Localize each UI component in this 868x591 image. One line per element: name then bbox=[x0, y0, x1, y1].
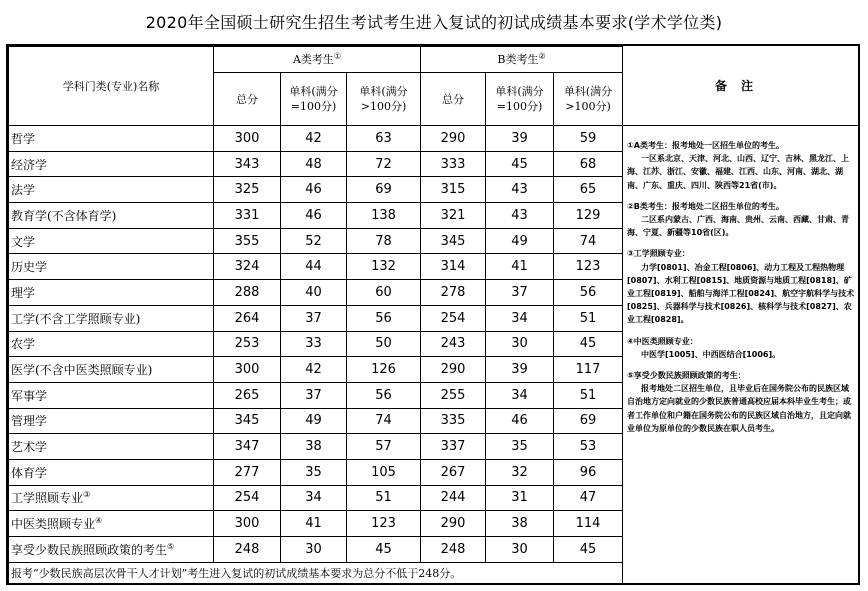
cell-b-single-gt100: 123 bbox=[554, 254, 623, 280]
cell-b-single-100: 39 bbox=[486, 126, 554, 152]
discipline-name bbox=[9, 203, 214, 229]
note-item bbox=[627, 247, 855, 326]
cell-a-total: 253 bbox=[214, 331, 281, 357]
table-row bbox=[9, 511, 623, 537]
table-row bbox=[9, 228, 623, 254]
note-title: ②B类考生：报考地处二区招生单位的考生。 bbox=[627, 201, 784, 211]
cell-a-total: 345 bbox=[214, 408, 281, 434]
cell-b-single-gt100: 47 bbox=[554, 485, 623, 511]
cell-b-single-100: 45 bbox=[486, 151, 554, 177]
cell-a-total: 300 bbox=[214, 126, 281, 152]
discipline-label: 农学 bbox=[11, 337, 36, 352]
cell-b-total: 314 bbox=[421, 254, 486, 280]
note-title: ③工学照顾专业： bbox=[627, 249, 690, 259]
table-row bbox=[9, 280, 623, 306]
cell-a-single-gt100: 63 bbox=[347, 126, 421, 152]
discipline-name bbox=[9, 408, 214, 434]
note-body: 中医学[1005]、中西医结合[1006]。 bbox=[641, 349, 781, 359]
discipline-name bbox=[9, 459, 214, 485]
note-item bbox=[627, 335, 855, 361]
cell-a-single-100: 52 bbox=[281, 228, 347, 254]
table-row bbox=[9, 485, 623, 511]
cell-b-single-gt100: 129 bbox=[554, 203, 623, 229]
cell-b-single-100: 38 bbox=[486, 511, 554, 537]
cell-b-single-100: 41 bbox=[486, 254, 554, 280]
cell-b-total: 337 bbox=[421, 434, 486, 460]
cell-b-total: 267 bbox=[421, 459, 486, 485]
discipline-label: 理学 bbox=[11, 285, 36, 300]
table-row bbox=[9, 537, 623, 563]
cell-a-total: 277 bbox=[214, 459, 281, 485]
score-table bbox=[8, 46, 623, 585]
cell-a-single-gt100: 132 bbox=[347, 254, 421, 280]
cell-a-single-100: 38 bbox=[281, 434, 347, 460]
cell-b-single-100: 43 bbox=[486, 177, 554, 203]
cell-b-single-gt100: 65 bbox=[554, 177, 623, 203]
cell-a-single-gt100: 74 bbox=[347, 408, 421, 434]
discipline-label: 哲学 bbox=[11, 131, 36, 146]
cell-a-single-100: 48 bbox=[281, 151, 347, 177]
cell-a-single-gt100: 138 bbox=[347, 203, 421, 229]
discipline-name bbox=[9, 177, 214, 203]
group-a-mark: ① bbox=[333, 51, 342, 61]
header-group-a bbox=[214, 47, 421, 73]
note-body: 力学[0801]、冶金工程[0806]、动力工程及工程热物理[0807]、水利工程[0815]、地质资源与地质工程[0818]、矿业工程[0819]、船舶与海洋工程[0824]、航空宇航科学与技术[0825]、兵器科学与技术[0826]、核科学与技术[0827]、农业工程[0828]。 bbox=[627, 262, 855, 325]
cell-b-single-100: 30 bbox=[486, 331, 554, 357]
cell-a-single-100: 40 bbox=[281, 280, 347, 306]
discipline-name bbox=[9, 537, 214, 563]
table-row bbox=[9, 382, 623, 408]
score-table-frame bbox=[6, 44, 860, 585]
cell-a-single-100: 30 bbox=[281, 537, 347, 563]
cell-b-single-100: 49 bbox=[486, 228, 554, 254]
cell-a-single-100: 41 bbox=[281, 511, 347, 537]
header-b-total: 总分 bbox=[421, 73, 486, 126]
footnote-mark: ③ bbox=[83, 490, 91, 500]
cell-a-single-gt100: 45 bbox=[347, 537, 421, 563]
cell-a-single-gt100: 105 bbox=[347, 459, 421, 485]
cell-b-single-gt100: 56 bbox=[554, 280, 623, 306]
note-title: ①A类考生：报考地处一区招生单位的考生。 bbox=[627, 141, 784, 150]
cell-b-single-100: 37 bbox=[486, 280, 554, 306]
note-title: ⑤享受少数民族照顾政策的考生： bbox=[627, 371, 746, 381]
cell-a-single-100: 42 bbox=[281, 357, 347, 383]
cell-b-single-gt100: 45 bbox=[554, 331, 623, 357]
footnote-mark: ⑤ bbox=[167, 541, 175, 551]
notes-column bbox=[622, 125, 858, 583]
cell-b-single-gt100: 69 bbox=[554, 408, 623, 434]
discipline-name bbox=[9, 511, 214, 537]
discipline-label: 法学 bbox=[11, 183, 36, 198]
cell-b-single-100: 34 bbox=[486, 305, 554, 331]
cell-b-single-gt100: 74 bbox=[554, 228, 623, 254]
cell-a-single-100: 46 bbox=[281, 203, 347, 229]
notes-header: 备注 bbox=[622, 46, 859, 126]
note-item bbox=[627, 200, 855, 240]
footer-row bbox=[9, 562, 623, 584]
discipline-name bbox=[9, 485, 214, 511]
cell-a-total: 300 bbox=[214, 511, 281, 537]
cell-b-single-100: 46 bbox=[486, 408, 554, 434]
cell-a-total: 300 bbox=[214, 357, 281, 383]
note-body: 二区系内蒙古、广西、海南、贵州、云南、西藏、甘肃、青海、宁夏、新疆等10省(区)。 bbox=[627, 215, 849, 238]
cell-b-single-100: 30 bbox=[486, 537, 554, 563]
page-title: 2020年全国硕士研究生招生考试考生进入复试的初试成绩基本要求(学术学位类) bbox=[145, 13, 723, 32]
discipline-label: 享受少数民族照顾政策的考生 bbox=[11, 542, 168, 557]
cell-a-single-100: 37 bbox=[281, 382, 347, 408]
header-a-single-100: 单科(满分=100分) bbox=[281, 73, 347, 126]
cell-b-single-gt100: 114 bbox=[554, 511, 623, 537]
table-row bbox=[9, 459, 623, 485]
cell-b-total: 290 bbox=[421, 357, 486, 383]
discipline-name bbox=[9, 254, 214, 280]
cell-a-total: 265 bbox=[214, 382, 281, 408]
discipline-label: 文学 bbox=[11, 234, 36, 249]
group-a-label: A类考生 bbox=[292, 53, 334, 66]
cell-b-total: 290 bbox=[421, 126, 486, 152]
cell-a-single-gt100: 126 bbox=[347, 357, 421, 383]
cell-a-total: 288 bbox=[214, 280, 281, 306]
footnote-mark: ④ bbox=[95, 516, 103, 526]
discipline-name bbox=[9, 434, 214, 460]
discipline-label: 工学(不含工学照顾专业) bbox=[11, 311, 141, 326]
discipline-label: 工学照顾专业 bbox=[11, 491, 84, 506]
cell-a-single-gt100: 60 bbox=[347, 280, 421, 306]
cell-a-single-gt100: 56 bbox=[347, 382, 421, 408]
table-row bbox=[9, 408, 623, 434]
cell-a-single-gt100: 56 bbox=[347, 305, 421, 331]
header-a-single-gt100: 单科(满分>100分) bbox=[347, 73, 421, 126]
table-row bbox=[9, 357, 623, 383]
discipline-label: 医学(不含中医类照顾专业) bbox=[11, 363, 153, 378]
cell-b-total: 278 bbox=[421, 280, 486, 306]
cell-a-single-gt100: 69 bbox=[347, 177, 421, 203]
discipline-label: 军事学 bbox=[11, 388, 48, 403]
cell-a-total: 248 bbox=[214, 537, 281, 563]
discipline-name bbox=[9, 357, 214, 383]
cell-a-single-gt100: 50 bbox=[347, 331, 421, 357]
discipline-name bbox=[9, 151, 214, 177]
cell-b-total: 248 bbox=[421, 537, 486, 563]
note-item bbox=[627, 369, 855, 435]
table-row bbox=[9, 177, 623, 203]
cell-a-total: 324 bbox=[214, 254, 281, 280]
cell-b-total: 254 bbox=[421, 305, 486, 331]
cell-a-total: 254 bbox=[214, 485, 281, 511]
footer-note: 报考“少数民族高层次骨干人才计划”考生进入复试的初试成绩基本要求为总分不低于248分。 bbox=[9, 562, 623, 584]
header-a-total: 总分 bbox=[214, 73, 281, 126]
cell-a-single-100: 34 bbox=[281, 485, 347, 511]
discipline-name bbox=[9, 382, 214, 408]
table-row bbox=[9, 254, 623, 280]
discipline-name bbox=[9, 305, 214, 331]
cell-b-single-100: 35 bbox=[486, 434, 554, 460]
cell-b-single-gt100: 59 bbox=[554, 126, 623, 152]
cell-b-total: 244 bbox=[421, 485, 486, 511]
table-row bbox=[9, 434, 623, 460]
cell-b-single-100: 43 bbox=[486, 203, 554, 229]
header-group-b bbox=[421, 47, 623, 73]
cell-a-single-100: 35 bbox=[281, 459, 347, 485]
cell-b-total: 243 bbox=[421, 331, 486, 357]
cell-b-total: 315 bbox=[421, 177, 486, 203]
cell-a-total: 343 bbox=[214, 151, 281, 177]
header-b-single-gt100: 单科(满分>100分) bbox=[554, 73, 623, 126]
cell-b-single-100: 31 bbox=[486, 485, 554, 511]
cell-a-total: 264 bbox=[214, 305, 281, 331]
table-row bbox=[9, 126, 623, 152]
cell-a-total: 347 bbox=[214, 434, 281, 460]
discipline-name bbox=[9, 280, 214, 306]
table-row bbox=[9, 305, 623, 331]
cell-b-single-100: 39 bbox=[486, 357, 554, 383]
cell-a-single-100: 49 bbox=[281, 408, 347, 434]
table-row bbox=[9, 331, 623, 357]
discipline-label: 教育学(不含体育学) bbox=[11, 208, 117, 223]
cell-a-single-100: 42 bbox=[281, 126, 347, 152]
cell-a-single-100: 46 bbox=[281, 177, 347, 203]
cell-a-single-gt100: 123 bbox=[347, 511, 421, 537]
cell-b-single-gt100: 51 bbox=[554, 382, 623, 408]
cell-b-single-gt100: 53 bbox=[554, 434, 623, 460]
cell-a-total: 355 bbox=[214, 228, 281, 254]
cell-a-single-100: 44 bbox=[281, 254, 347, 280]
discipline-label: 体育学 bbox=[11, 465, 48, 480]
note-body: 报考地处二区招生单位，且毕业后在国务院公布的民族区域自治地方定向就业的少数民族普通高校应届本科毕业生考生；或者工作单位和户籍在国务院公布的民族区域自治地方，且定向就业单位为原单位的少数民族在职人员考生。 bbox=[627, 384, 851, 433]
cell-a-single-100: 33 bbox=[281, 331, 347, 357]
table-row bbox=[9, 151, 623, 177]
discipline-label: 艺术学 bbox=[11, 440, 48, 455]
discipline-name bbox=[9, 228, 214, 254]
group-b-label: B类考生 bbox=[497, 53, 539, 66]
cell-b-total: 321 bbox=[421, 203, 486, 229]
cell-b-single-gt100: 68 bbox=[554, 151, 623, 177]
cell-b-total: 255 bbox=[421, 382, 486, 408]
discipline-label: 经济学 bbox=[11, 157, 48, 172]
discipline-label: 管理学 bbox=[11, 414, 48, 429]
cell-b-total: 290 bbox=[421, 511, 486, 537]
discipline-label: 中医类照顾专业 bbox=[11, 517, 96, 532]
cell-a-single-100: 37 bbox=[281, 305, 347, 331]
cell-a-single-gt100: 72 bbox=[347, 151, 421, 177]
table-row bbox=[9, 203, 623, 229]
header-discipline-label: 学科门类(专业)名称 bbox=[62, 79, 160, 93]
discipline-name bbox=[9, 331, 214, 357]
header-discipline bbox=[9, 47, 214, 126]
note-item bbox=[627, 139, 855, 192]
cell-b-single-gt100: 45 bbox=[554, 537, 623, 563]
cell-a-total: 325 bbox=[214, 177, 281, 203]
note-body: 一区系北京、天津、河北、山西、辽宁、吉林、黑龙江、上海、江苏、浙江、安徽、福建、江西、山东、河南、湖北、湖南、广东、重庆、四川、陕西等21省(市)。 bbox=[627, 154, 849, 190]
cell-a-single-gt100: 57 bbox=[347, 434, 421, 460]
header-row-groups bbox=[9, 47, 623, 73]
cell-a-single-gt100: 78 bbox=[347, 228, 421, 254]
score-table-body bbox=[9, 126, 623, 563]
cell-b-single-gt100: 96 bbox=[554, 459, 623, 485]
header-b-single-100: 单科(满分=100分) bbox=[486, 73, 554, 126]
group-b-mark: ② bbox=[538, 51, 546, 61]
cell-b-single-gt100: 51 bbox=[554, 305, 623, 331]
cell-b-single-100: 34 bbox=[486, 382, 554, 408]
note-title: ④中医类照顾专业： bbox=[627, 336, 698, 346]
cell-b-single-gt100: 117 bbox=[554, 357, 623, 383]
cell-b-single-100: 32 bbox=[486, 459, 554, 485]
cell-b-total: 335 bbox=[421, 408, 486, 434]
discipline-label: 历史学 bbox=[11, 260, 48, 275]
cell-b-total: 345 bbox=[421, 228, 486, 254]
cell-a-single-gt100: 51 bbox=[347, 485, 421, 511]
cell-a-total: 331 bbox=[214, 203, 281, 229]
discipline-name bbox=[9, 126, 214, 152]
cell-b-total: 333 bbox=[421, 151, 486, 177]
